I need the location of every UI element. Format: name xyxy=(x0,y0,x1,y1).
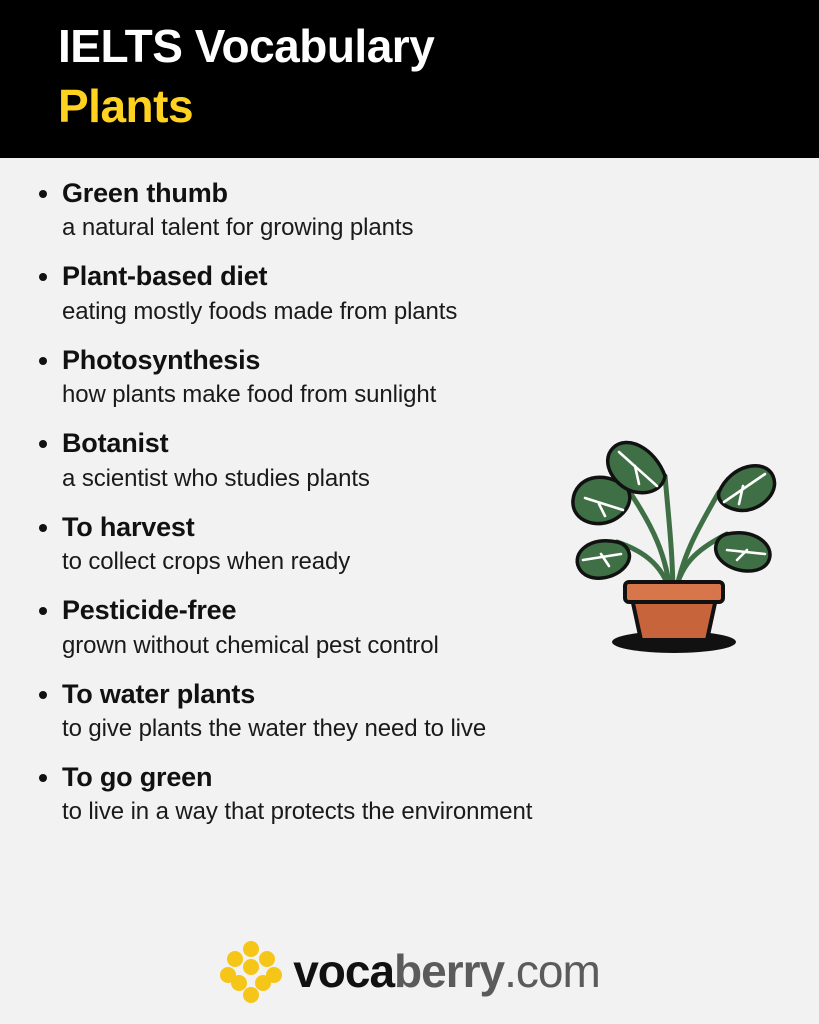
vocab-term: To water plants xyxy=(62,678,256,709)
list-item xyxy=(30,343,789,411)
poster-header xyxy=(0,0,819,158)
vocab-term: Botanist xyxy=(62,428,169,459)
vocab-definition: how plants make food from sunlight xyxy=(62,381,437,409)
list-item xyxy=(30,259,789,327)
list-item xyxy=(30,426,789,494)
page-subtitle: Plants xyxy=(58,79,194,132)
vocab-definition: to give plants the water they need to live xyxy=(62,715,487,742)
list-item xyxy=(30,677,789,745)
vocab-term: Pesticide-free xyxy=(62,595,237,626)
list-item xyxy=(30,176,789,244)
berry-icon xyxy=(219,939,283,1003)
logo-text-voca: voca xyxy=(293,945,395,997)
vocab-term: Photosynthesis xyxy=(62,344,261,375)
logo-text-berry: berry xyxy=(394,945,505,997)
vocab-definition: eating mostly foods made from plants xyxy=(62,297,458,325)
list-item xyxy=(30,593,789,661)
vocab-definition: grown without chemical pest control xyxy=(62,631,439,659)
vocab-definition: to collect crops when ready xyxy=(62,548,351,576)
vocab-term: To harvest xyxy=(62,511,195,542)
page-title: IELTS Vocabulary xyxy=(58,20,435,72)
vocab-definition: a natural talent for growing plants xyxy=(62,214,414,242)
list-item xyxy=(30,510,789,578)
logo-text-com: .com xyxy=(504,945,600,997)
vocab-definition: a scientist who studies plants xyxy=(62,464,370,492)
vocab-term: Green thumb xyxy=(62,178,228,208)
vocab-definition: to live in a way that protects the environment xyxy=(62,798,533,826)
vocab-term: To go green xyxy=(62,762,213,793)
footer-logo[interactable] xyxy=(0,932,819,1024)
logo-wordmark xyxy=(293,944,600,998)
vocabulary-list xyxy=(30,176,789,829)
poster-body xyxy=(0,158,819,932)
vocab-term: Plant-based diet xyxy=(62,261,268,292)
list-item xyxy=(30,760,789,828)
